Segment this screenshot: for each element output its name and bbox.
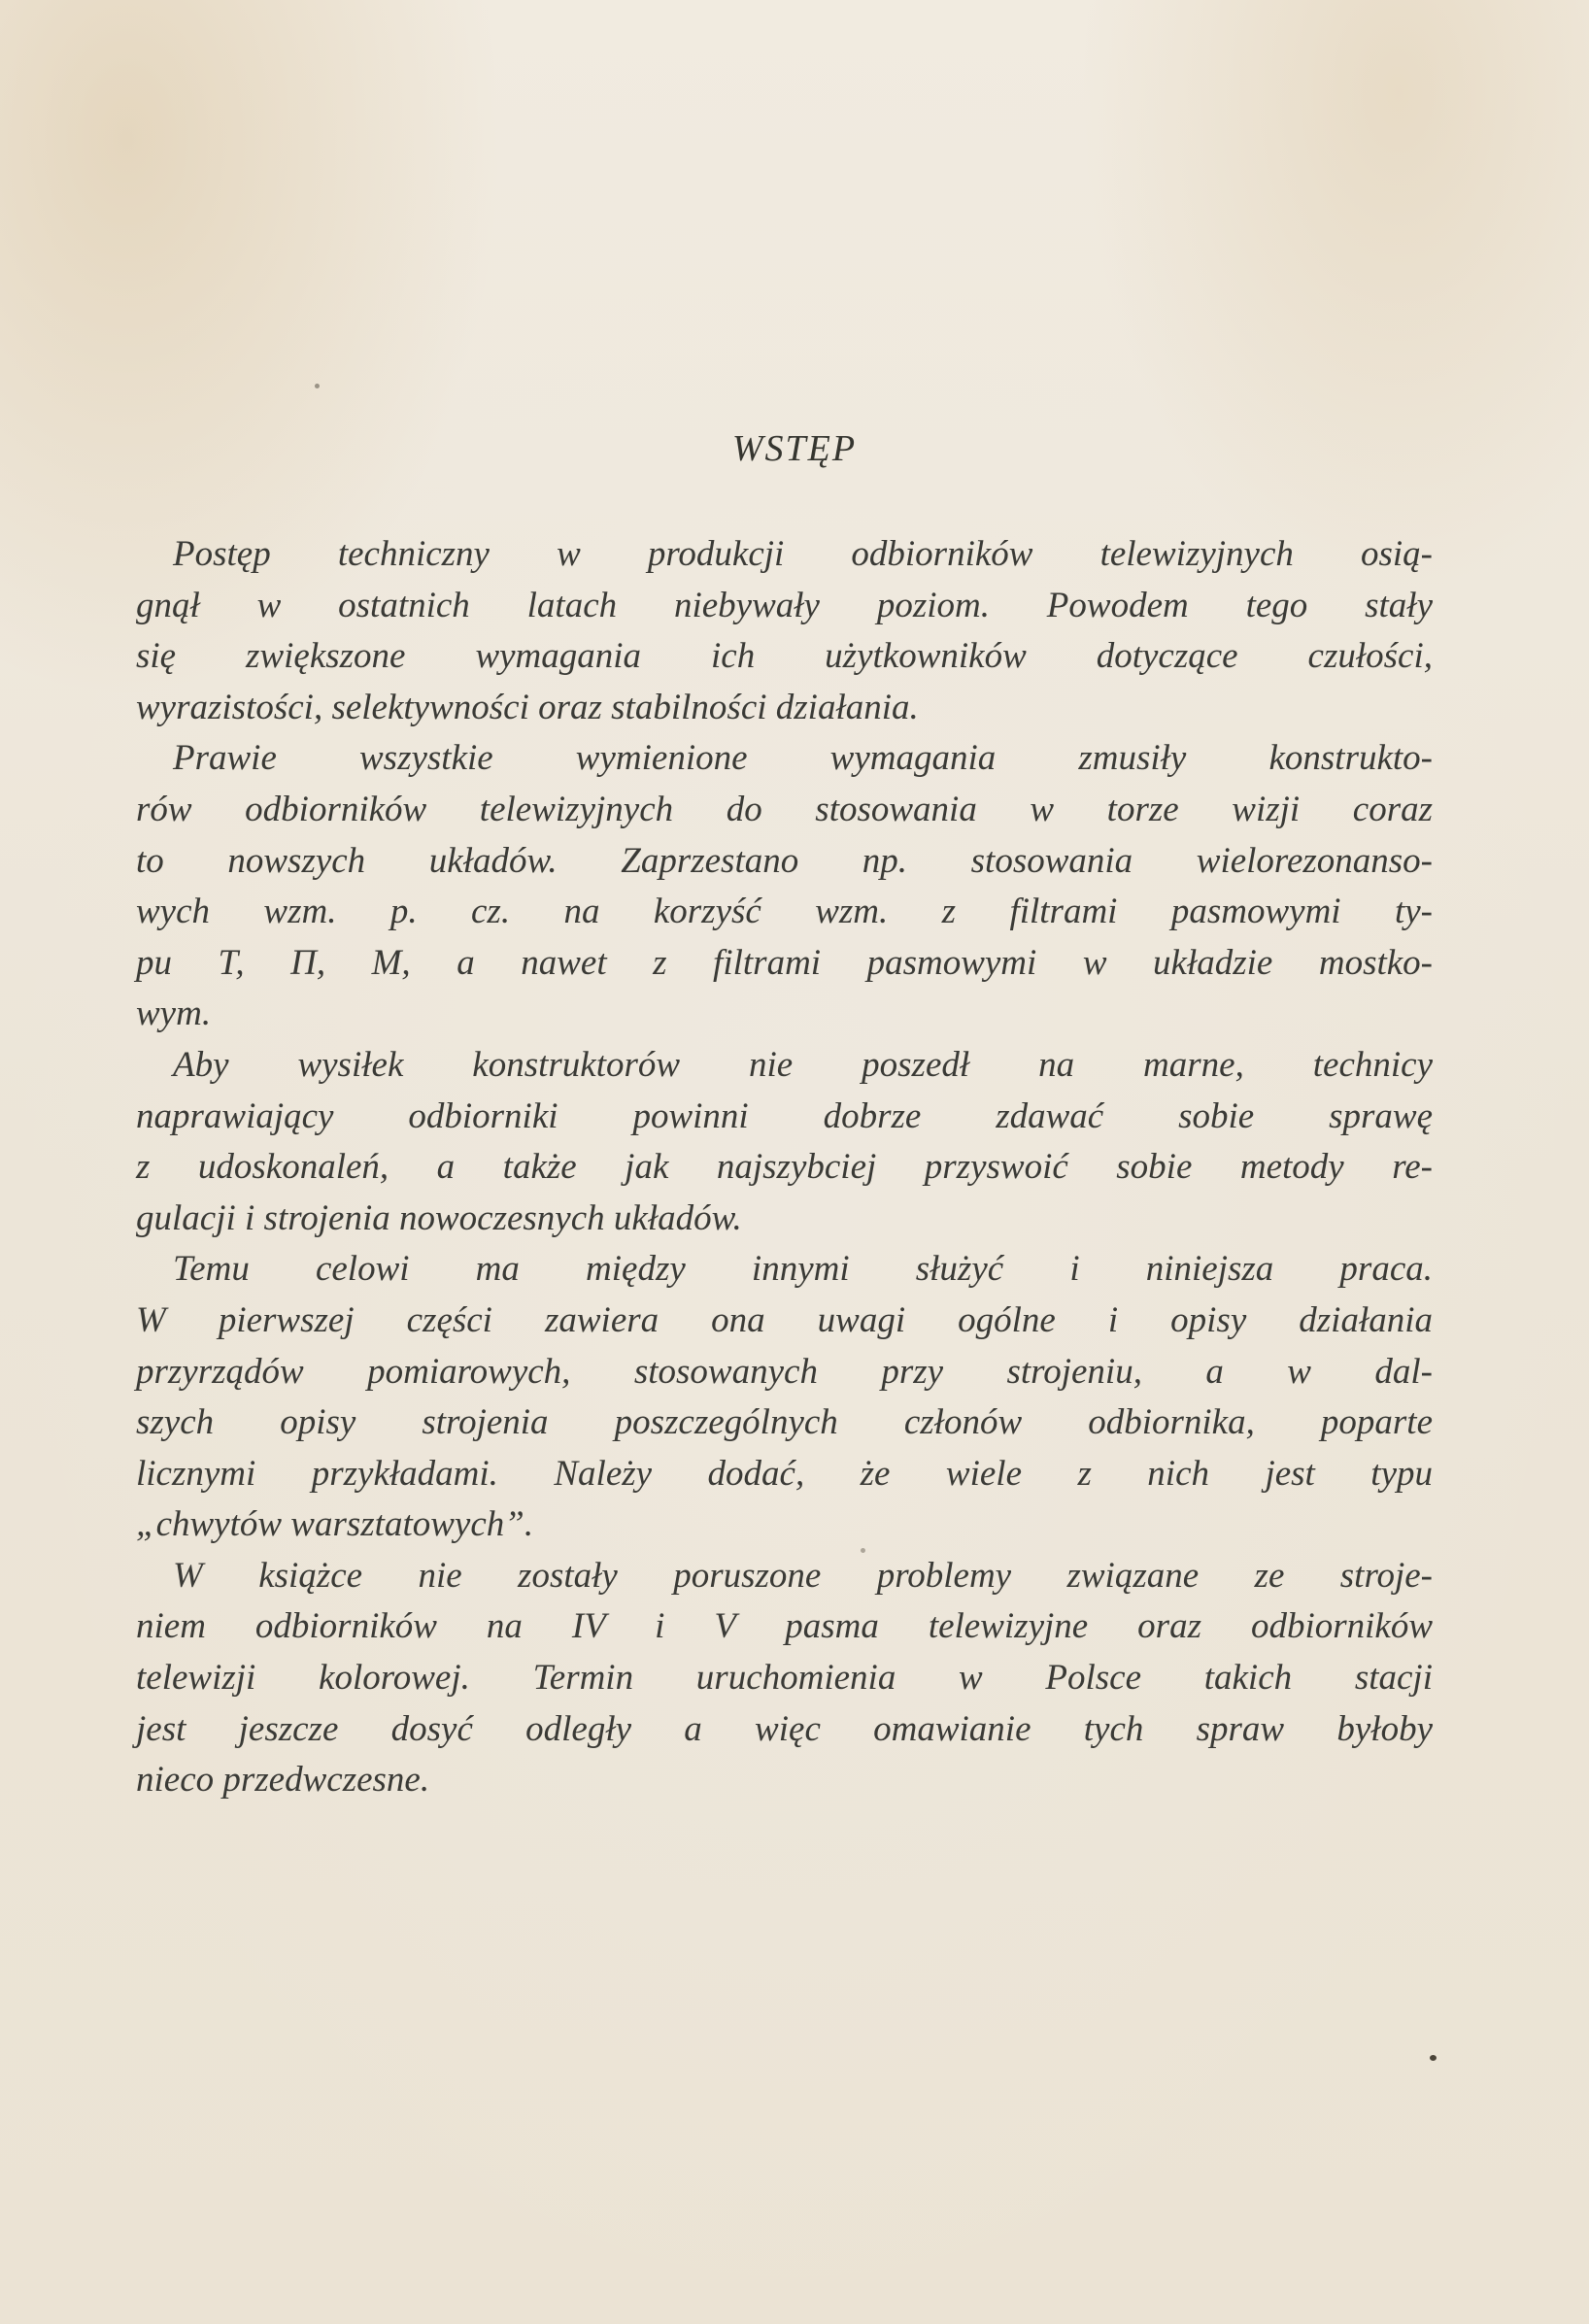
paragraph (136, 1040, 1433, 1244)
text-line: z udoskonaleń, a także jak najszybciej przyswoić sobie metody re- (136, 1147, 1433, 1188)
text-line: telewizji kolorowej. Termin uruchomienia w Polsce takich stacji (136, 1658, 1433, 1699)
paragraph (136, 529, 1433, 733)
text-line: nieco przedwczesne. (136, 1760, 430, 1801)
text-line: szych opisy strojenia poszczególnych członów odbiornika, poparte (136, 1402, 1433, 1443)
text-line: się zwiększone wymagania ich użytkowników dotyczące czułości, (136, 636, 1433, 677)
text-line: gnął w ostatnich latach niebywały poziom. Powodem tego stały (136, 585, 1433, 625)
paper-speck (1430, 2055, 1437, 2061)
paragraph (136, 1551, 1433, 1806)
text-line: gulacji i strojenia nowoczesnych układów. (136, 1197, 742, 1238)
paragraph (136, 733, 1433, 1040)
text-line: niem odbiorników na IV i V pasma telewizyjne oraz odbiorników (136, 1606, 1433, 1647)
text-line: Prawie wszystkie wymienione wymagania zmusiły konstrukto- (173, 738, 1433, 779)
paper-speck (315, 384, 320, 388)
text-line: wych wzm. p. cz. na korzyść wzm. z filtrami pasmowymi ty- (136, 892, 1433, 932)
text-line: W książce nie zostały poruszone problemy związane ze stroje- (173, 1555, 1433, 1596)
text-line: „chwytów warsztatowych”. (136, 1504, 534, 1545)
text-line: jest jeszcze dosyć odległy a więc omawianie tych spraw byłoby (136, 1708, 1433, 1749)
text-line: pu T, Π, M, a nawet z filtrami pasmowymi w układzie mostko- (136, 942, 1433, 983)
page-title: WSTĘP (731, 428, 858, 469)
text-line: Aby wysiłek konstruktorów nie poszedł na marne, technicy (173, 1044, 1433, 1085)
text-line: W pierwszej części zawiera ona uwagi ogólne i opisy działania (136, 1299, 1433, 1340)
text-line: Temu celowi ma między innymi służyć i niniejsza praca. (173, 1249, 1433, 1290)
text-line: przyrządów pomiarowych, stosowanych przy strojeniu, a w dal- (136, 1351, 1433, 1392)
text-line: wym. (136, 994, 212, 1034)
text-line: naprawiający odbiorniki powinni dobrze zdawać sobie sprawę (136, 1095, 1433, 1136)
paper-speck (861, 1548, 865, 1553)
text-line: licznymi przykładami. Należy dodać, że wiele z nich jest typu (136, 1453, 1433, 1494)
text-line: to nowszych układów. Zaprzestano np. stosowania wielorezonanso- (136, 840, 1433, 881)
paragraph (136, 1244, 1433, 1551)
text-line: Postęp techniczny w produkcji odbiorników telewizyjnych osią- (173, 534, 1433, 574)
text-line: rów odbiorników telewizyjnych do stosowania w torze wizji coraz (136, 789, 1433, 829)
text-line: wyrazistości, selektywności oraz stabilności działania. (136, 687, 919, 727)
body-text (136, 529, 1433, 1806)
